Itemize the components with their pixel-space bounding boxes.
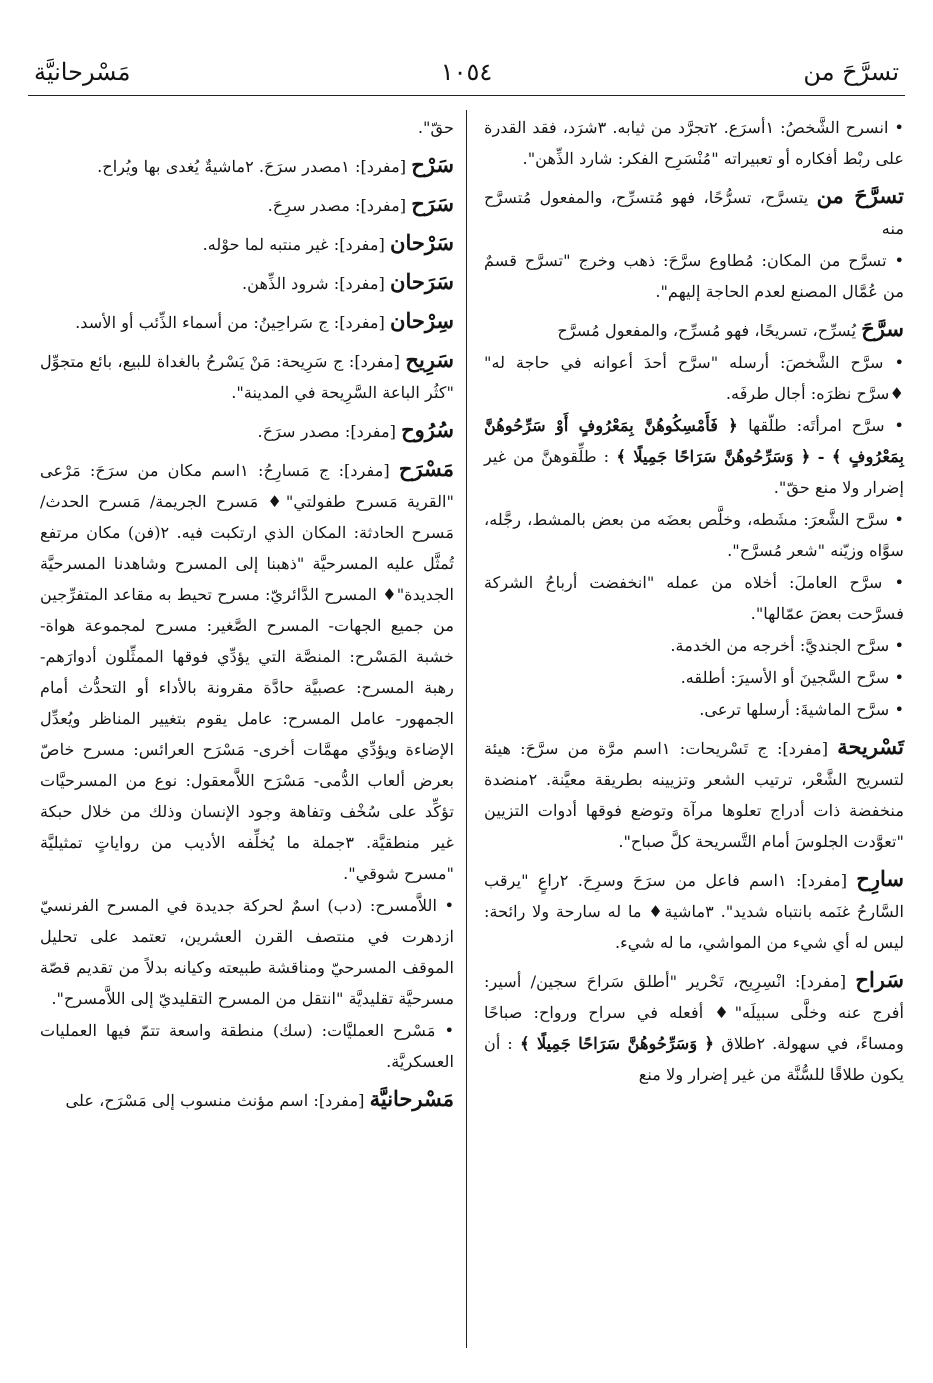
- header-rule: [28, 95, 905, 96]
- entry-text: [مفرد]: ج سَراحِينُ: من أسماء الذِّئب أو الأسد.: [75, 313, 391, 332]
- entry-paragraph: [484, 662, 904, 693]
- entry-text: • تسرَّح من المكان: مُطاوع سرَّحَ: ذهب وخرج "تسرَّح قسمٌ من عُمَّال المصنع لعدم الحاجة إليهم".: [484, 251, 904, 301]
- left-column: [40, 112, 454, 1117]
- entry-paragraph: [40, 112, 454, 143]
- entry-paragraph: [40, 1015, 454, 1077]
- entry-paragraph: [484, 504, 904, 566]
- dictionary-entry: [484, 731, 904, 857]
- column-divider: [466, 110, 467, 1348]
- entry-headword: سَرِيح: [405, 347, 454, 372]
- entry-text: • سرَّح الماشيةَ: أرسلها ترعى.: [699, 700, 904, 719]
- dictionary-entry: [40, 149, 454, 182]
- entry-text: • اللاَّمسرح: (دب) اسمٌ لحركة جديدة في المسرح الفرنسيّ ازدهرت في منتصف القرن العشرين، تعتمد على تحليل الموقف المسرحيّ ومناقشة طبيعته وكيانه بدلاً من تقديم قصّة مسرحيَّة تقليديَّة "انتقل من المسرح التقليديّ إلى اللاَّمسرح".: [40, 896, 454, 1008]
- entry-paragraph: [484, 112, 904, 174]
- dictionary-entry: [40, 227, 454, 260]
- entry-text: [مفرد]: مصدر سرِحَ.: [267, 196, 412, 215]
- entry-headword: سِرْحان: [390, 308, 454, 333]
- entry-headword: سُرُوح: [401, 417, 454, 442]
- entry-paragraph: [40, 890, 454, 1014]
- dictionary-entry: [484, 313, 904, 346]
- entry-text: [مفرد]: اسم مؤنث منسوب إلى مَسْرَح، على: [65, 1091, 370, 1110]
- entry-text: [مفرد]: ج مَسارِحُ: ١اسم مكان من سرَحَ: مَرْعى "القرية مَسرح طفولتي"♦ مَسرح الجريمة/ مَسرح الحدث/ مَسرح الحادثة: المكان الذي ارتكبت فيه. ٢(فن) مكان مرتفع تُمثَّل عليه المسرحيَّة "ذهبنا إلى المسرح وشاهدنا المسرحيَّة الجديدة"♦ المسرح الدَّائريّ: مسرح تحيط به مقاعد المتفرِّجين من جميع الجهات- المسرح الصَّغير: مسرح لمجموعة هواة- خشبة المَسْرح: المنصَّة التي يؤدِّي فوقها الممثِّلون أدوارَهم- رهبة المسرح: عصبيَّة حادَّة مقرونة بالأداء أو التحدُّث أمام الجمهور- عامل المسرح: عامل يقوم بتغيير المناظر ويُعدِّل الإضاءة ويؤدِّي مهمَّات أخرى- مَسْرَح العرائس: مسرح خاصّ بعرض ألعاب الدُّمى- مَسْرَح اللاَّمعقول: نوع من المسرحيَّات تؤكِّد على سُخْف وتفاهة وجود الإنسان وذلك من خلال حبكة غير منطقيَّة. ٣جملة ما يُخلِّفه الأديب من رواياتٍ تمثيليَّة "مسرح شوقي".: [40, 461, 454, 883]
- entry-headword: سَرْح: [411, 152, 454, 177]
- entry-text: : أن يكون طلاقًا للسُّنَّة من غير إضرار ولا منع: [484, 1034, 904, 1084]
- dictionary-entry: [484, 964, 904, 1090]
- entry-text: • سرَّح الشَّخصَ: أرسله "سرَّح أحدَ أعوانه في حاجة له" ♦سرَّح نظرَه: أجال طرفَه.: [484, 353, 904, 403]
- entry-paragraph: [484, 567, 904, 629]
- dictionary-entry: [40, 344, 454, 408]
- entry-text: • مَسْرح العمليَّات: (سك) منطقة واسعة تتمّ فيها العمليات العسكريَّة.: [40, 1021, 454, 1071]
- entry-text: • سرَّح السَّجينَ أو الأسيرَ: أطلقه.: [680, 668, 904, 687]
- entry-headword: سارِح: [856, 866, 904, 891]
- entry-text: [مفرد]: ١مصدر سرَحَ. ٢ماشيةٌ يُغدى بها ويُراح.: [97, 157, 412, 176]
- entry-text: [مفرد]: ج سَرِيحة: مَنْ يَسْرحُ بالغداة للبيع، بائع متجوِّل "كثُر الباعة السَّرِيحة في المدينة".: [40, 352, 454, 402]
- entry-headword: سَرَح: [411, 191, 454, 216]
- entry-headword: سَرْحان: [390, 230, 454, 255]
- page-header: [28, 50, 905, 90]
- dictionary-entry: [484, 180, 904, 244]
- entry-text: [مفرد]: ج تَسْريحات: ١اسم مرَّة من سرَّحَ: هيئة لتسريح الشَّعْر، ترتيب الشعر وتزيينه بطريقة معيَّنة. ٢منضدة منخفضة ذات أدراج تعلوها مرآة وتوضع فوقها أدوات التزيين "تعوَّدت الجلوسَ أمام التَّسريحة كلَّ صباح".: [484, 739, 904, 851]
- entry-paragraph: [484, 245, 904, 307]
- entry-paragraph: [484, 347, 904, 409]
- entry-text: [مفرد]: مصدر سرَحَ.: [257, 422, 402, 441]
- entry-text: [مفرد]: غير منتبه لما حوْله.: [202, 235, 391, 254]
- entry-headword: تسرَّحَ من: [816, 183, 904, 208]
- entry-text: [مفرد]: انْسِرِيح، تَحْرير "أطلق سَراحَ سجين/ أسير: أفرج عنه وخلَّى سبيلَه"♦ أفعله في سراح ورواح: صباحًا ومساءً، في سهولة. ٢طلاق: [484, 972, 904, 1053]
- dictionary-entry: [40, 266, 454, 299]
- right-column: [484, 112, 904, 1091]
- entry-text: • سرَّح الجنديَّ: أخرجه من الخدمة.: [670, 636, 904, 655]
- entry-paragraph: [484, 410, 904, 503]
- dictionary-entry: [40, 305, 454, 338]
- entry-text: حقّ".: [417, 118, 454, 137]
- dictionary-entry: [40, 453, 454, 889]
- entry-headword: مَسْرَح: [398, 456, 454, 481]
- entry-text: يتسرَّح، تسرُّحًا، فهو مُتسرِّح، والمفعول مُتسرَّح منه: [484, 188, 904, 238]
- quran-quote: ﴿ فَأَمْسِكُوهُنَّ بِمَعْرُوفٍ أَوْ سَرِّحُوهُنَّ بِمَعْرُوفٍ ﴾ - ﴿ وَسَرِّحُوهُنَّ سَرَاحًا جَمِيلًا ﴾: [484, 416, 904, 466]
- dictionary-entry: [40, 1083, 454, 1116]
- entry-text: • سرَّح العاملَ: أخلاه من عمله "انخفضت أرباحُ الشركة فسرَّحت بعضَ عمّالها".: [484, 573, 904, 623]
- entry-paragraph: [484, 694, 904, 725]
- entry-headword: سرَّحَ: [861, 316, 904, 341]
- entry-text: • انسرح الشَّخصُ: ١أسرَع. ٢تجرَّد من ثيابه. ٣شرَد، فقد القدرة على ربْط أفكاره أو تعبيراته "مُنْسَرِح الفكر: شارد الذِّهن".: [484, 118, 904, 168]
- entry-headword: مَسْرحانيَّة: [369, 1086, 454, 1111]
- entry-headword: تَسْريحة: [837, 734, 905, 759]
- entry-text: يُسرِّح، تسريحًا، فهو مُسرِّح، والمفعول مُسرَّح: [557, 321, 862, 340]
- dictionary-entry: [40, 188, 454, 221]
- entry-headword: سَراح: [855, 967, 904, 992]
- entry-headword: سَرَحان: [390, 269, 454, 294]
- entry-text: [مفرد]: شرود الذِّهن.: [242, 274, 391, 293]
- entry-text: [مفرد]: ١اسم فاعل من سرَحَ وسرِحَ. ٢راعٍ "يرقب السَّارحُ غنَمه بانتباه شديد". ٣ماشية♦ ما له سارحة ولا رائحة: ليس له أي شيء من المواشي، ما له شيء.: [484, 871, 904, 952]
- dictionary-entry: [484, 863, 904, 958]
- page-number: ١٠٥٤: [440, 58, 493, 86]
- dictionary-entry: [40, 414, 454, 447]
- running-head-left: مَسْرحانيَّة: [34, 58, 131, 86]
- quran-quote: ﴿ وَسَرِّحُوهُنَّ سَرَاحًا جَمِيلًا ﴾: [512, 1034, 722, 1053]
- entry-text: • سرَّح امرأتَه: طلّقها: [748, 416, 904, 435]
- entry-text: : طلِّقوهنَّ من غير إضرار ولا منع حقّ".: [484, 447, 904, 497]
- entry-text: • سرَّح الشَّعرَ: مشَطه، وخلَّص بعضَه من بعض بالمشط، رجَّله، سوَّاه وزيّنه "شعر مُسرَّح".: [484, 510, 904, 560]
- entry-paragraph: [484, 630, 904, 661]
- running-head-right: تسرَّحَ من: [803, 58, 899, 86]
